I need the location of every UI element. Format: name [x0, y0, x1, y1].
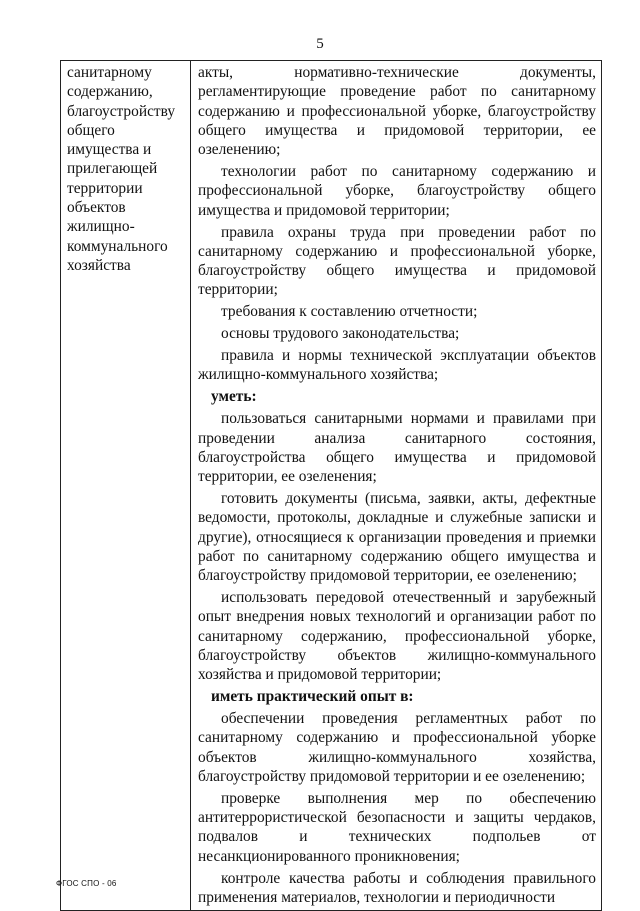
footer-code: ФГОС СПО - 06	[56, 879, 117, 888]
left-cell-line: имущества и	[67, 141, 152, 159]
left-cell-line: прилегающей	[67, 160, 158, 178]
paragraph: правила охраны труда при проведении работ по санитарному содержанию и профессиональной уборке, благоустройству общего имущества и придомовой территории;	[198, 223, 596, 299]
paragraph: требования к составлению отчетности;	[221, 303, 478, 321]
left-cell-line: благоустройству	[67, 102, 176, 120]
paragraph: проверке выполнения мер по обеспечению антитеррористической безопасности и защиты чердаков, подвалов и технических подпольев от несанкционированного проникновения;	[198, 789, 596, 865]
paragraph: пользоваться санитарными нормами и правилами при проведении анализа санитарного состояния, благоустройства общего имущества и придомовой территории, ее озеленения;	[198, 410, 596, 486]
left-cell	[61, 61, 191, 911]
left-cell-line: жилищно-	[67, 218, 135, 236]
section-heading: уметь:	[211, 388, 257, 406]
paragraph: контроле качества работы и соблюдения правильного применения материалов, технологии и периодичности	[198, 869, 596, 906]
paragraph: технологии работ по санитарному содержанию и профессиональной уборке, благоустройству общего имущества и придомовой территории;	[198, 163, 596, 219]
paragraph: акты, нормативно-технические документы, регламентирующие проведение работ по санитарному содержанию и профессиональной уборке, благоустройству общего имущества и придомовой территории, ее озеленению;	[198, 64, 596, 159]
right-cell	[191, 61, 602, 911]
left-cell-line: территории	[67, 179, 143, 197]
left-cell-line: общего	[67, 121, 115, 139]
paragraph: основы трудового законодательства;	[221, 325, 460, 343]
paragraph: правила и нормы технической эксплуатации объектов жилищно-коммунального хозяйства;	[198, 347, 596, 384]
left-cell-line: коммунального	[67, 237, 168, 255]
document-table	[60, 60, 602, 911]
page-number: 5	[316, 36, 324, 52]
left-cell-line: содержанию,	[67, 83, 153, 101]
table-row	[61, 61, 602, 911]
left-cell-line: санитарному	[67, 64, 152, 81]
paragraph: готовить документы (письма, заявки, акты, дефектные ведомости, протоколы, докладные и служебные записки и другие), относящиеся к организации проведения и приемки работ по санитарному содержанию общего имущества и благоустройству придомовой территории, ее озеленению;	[198, 489, 596, 585]
paragraph: использовать передовой отечественный и зарубежный опыт внедрения новых технологий и организации работ по санитарному содержанию, профессиональной уборке, благоустройству объектов жилищно-коммунального хозяйства и придомовой территории;	[198, 589, 596, 684]
left-cell-line: хозяйства	[67, 256, 131, 274]
section-heading: иметь практический опыт в:	[211, 688, 414, 706]
paragraph: обеспечении проведения регламентных работ по санитарному содержанию и профессиональной уборке объектов жилищно-коммунального хозяйства, благоустройству придомовой территории и ее озеленению;	[198, 710, 596, 785]
left-cell-line: объектов	[67, 199, 126, 217]
